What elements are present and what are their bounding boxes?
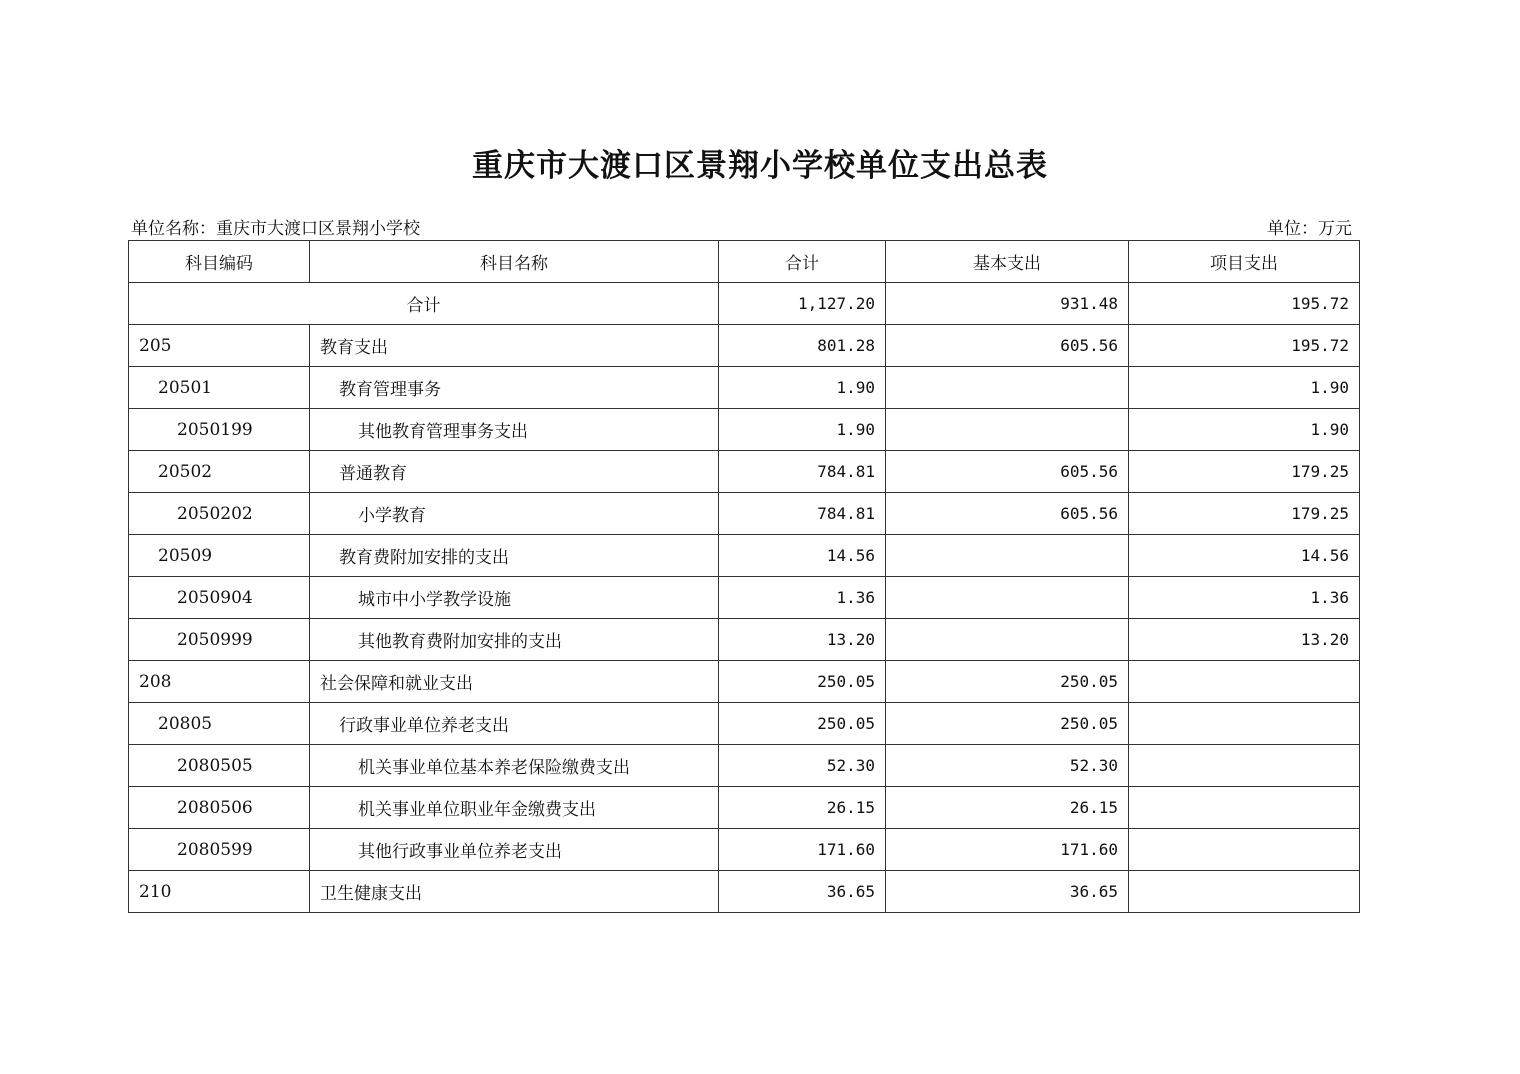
row-project: 13.20 <box>1129 619 1360 661</box>
row-total: 36.65 <box>719 871 886 913</box>
row-name: 其他教育费附加安排的支出 <box>310 619 719 661</box>
row-basic: 250.05 <box>886 703 1129 745</box>
row-code: 2050999 <box>129 619 310 661</box>
column-header-code: 科目编码 <box>129 241 310 283</box>
expenditure-table <box>128 240 1360 913</box>
row-project: 179.25 <box>1129 451 1360 493</box>
row-project: 179.25 <box>1129 493 1360 535</box>
row-code: 20502 <box>129 451 310 493</box>
row-basic: 36.65 <box>886 871 1129 913</box>
row-basic <box>886 535 1129 577</box>
row-total: 250.05 <box>719 661 886 703</box>
table-row <box>129 745 1360 787</box>
row-name: 教育管理事务 <box>310 367 719 409</box>
row-name: 卫生健康支出 <box>310 871 719 913</box>
row-name: 社会保障和就业支出 <box>310 661 719 703</box>
row-code: 205 <box>129 325 310 367</box>
table-row <box>129 661 1360 703</box>
row-total: 1.90 <box>719 367 886 409</box>
column-header-name: 科目名称 <box>310 241 719 283</box>
table-row <box>129 787 1360 829</box>
row-code: 2050904 <box>129 577 310 619</box>
row-project: 1.90 <box>1129 367 1360 409</box>
row-total: 26.15 <box>719 787 886 829</box>
table-row <box>129 409 1360 451</box>
row-project: 1.90 <box>1129 409 1360 451</box>
row-project: 1.36 <box>1129 577 1360 619</box>
table-row <box>129 829 1360 871</box>
row-basic: 171.60 <box>886 829 1129 871</box>
row-code: 20509 <box>129 535 310 577</box>
row-total: 250.05 <box>719 703 886 745</box>
table-row <box>129 451 1360 493</box>
unit-name-label: 单位名称：重庆市大渡口区景翔小学校 <box>131 219 420 239</box>
total-value: 1,127.20 <box>719 283 886 325</box>
row-code: 2080505 <box>129 745 310 787</box>
row-code: 2050202 <box>129 493 310 535</box>
row-project <box>1129 787 1360 829</box>
row-basic: 605.56 <box>886 493 1129 535</box>
row-name: 机关事业单位基本养老保险缴费支出 <box>310 745 719 787</box>
row-project <box>1129 829 1360 871</box>
row-code: 2080506 <box>129 787 310 829</box>
row-project <box>1129 745 1360 787</box>
row-name: 普通教育 <box>310 451 719 493</box>
row-code: 208 <box>129 661 310 703</box>
total-label: 合计 <box>129 283 719 325</box>
row-code: 2050199 <box>129 409 310 451</box>
row-total: 784.81 <box>719 493 886 535</box>
row-project <box>1129 703 1360 745</box>
row-name: 其他行政事业单位养老支出 <box>310 829 719 871</box>
row-project: 14.56 <box>1129 535 1360 577</box>
row-project <box>1129 661 1360 703</box>
row-total: 801.28 <box>719 325 886 367</box>
row-name: 教育支出 <box>310 325 719 367</box>
header-row <box>129 241 1360 283</box>
table-row <box>129 493 1360 535</box>
row-basic: 605.56 <box>886 325 1129 367</box>
row-project <box>1129 871 1360 913</box>
row-basic: 250.05 <box>886 661 1129 703</box>
column-header-total: 合计 <box>719 241 886 283</box>
row-name: 教育费附加安排的支出 <box>310 535 719 577</box>
page-title: 重庆市大渡口区景翔小学校单位支出总表 <box>472 148 1048 184</box>
total-project-value: 195.72 <box>1129 283 1360 325</box>
row-name: 行政事业单位养老支出 <box>310 703 719 745</box>
column-header-basic: 基本支出 <box>886 241 1129 283</box>
row-total: 52.30 <box>719 745 886 787</box>
total-basic-value: 931.48 <box>886 283 1129 325</box>
row-total: 1.90 <box>719 409 886 451</box>
row-basic <box>886 619 1129 661</box>
row-name: 机关事业单位职业年金缴费支出 <box>310 787 719 829</box>
row-total: 14.56 <box>719 535 886 577</box>
table-row <box>129 871 1360 913</box>
row-code: 20501 <box>129 367 310 409</box>
table-row <box>129 619 1360 661</box>
row-name: 小学教育 <box>310 493 719 535</box>
row-total: 784.81 <box>719 451 886 493</box>
row-code: 2080599 <box>129 829 310 871</box>
table-row <box>129 367 1360 409</box>
table-row <box>129 325 1360 367</box>
row-basic: 605.56 <box>886 451 1129 493</box>
row-total: 171.60 <box>719 829 886 871</box>
row-name: 城市中小学教学设施 <box>310 577 719 619</box>
row-code: 210 <box>129 871 310 913</box>
row-basic <box>886 367 1129 409</box>
row-project: 195.72 <box>1129 325 1360 367</box>
row-total: 1.36 <box>719 577 886 619</box>
column-header-project: 项目支出 <box>1129 241 1360 283</box>
table-row <box>129 577 1360 619</box>
row-basic <box>886 577 1129 619</box>
table-row <box>129 703 1360 745</box>
row-basic: 26.15 <box>886 787 1129 829</box>
row-basic: 52.30 <box>886 745 1129 787</box>
row-total: 13.20 <box>719 619 886 661</box>
row-name: 其他教育管理事务支出 <box>310 409 719 451</box>
unit-label: 单位：万元 <box>1267 219 1352 239</box>
total-row <box>129 283 1360 325</box>
row-code: 20805 <box>129 703 310 745</box>
row-basic <box>886 409 1129 451</box>
table-row <box>129 535 1360 577</box>
